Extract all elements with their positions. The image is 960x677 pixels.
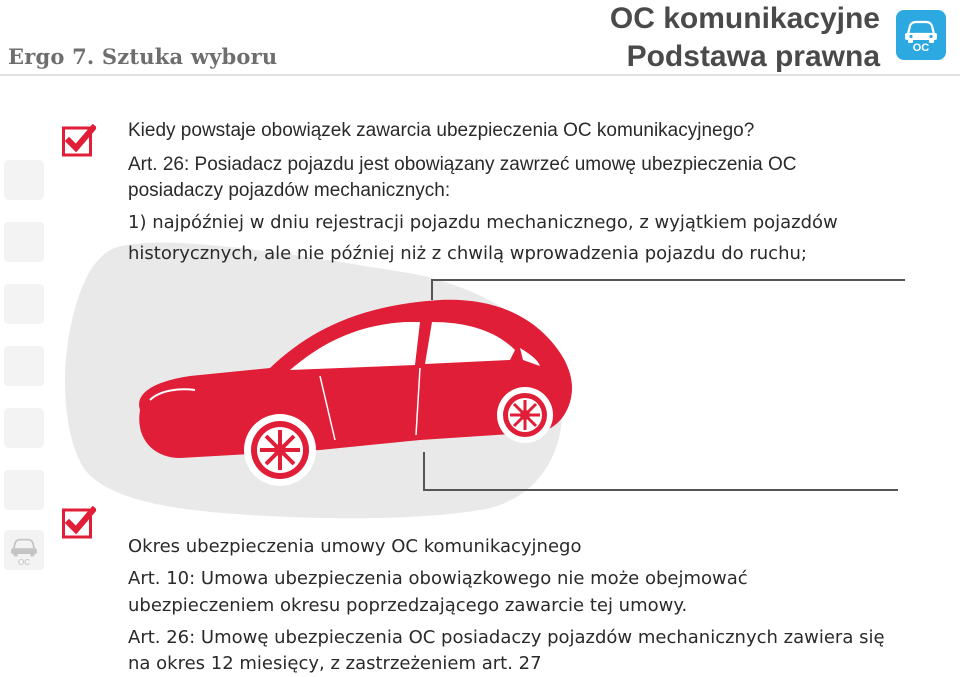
page-title-line1: OC komunikacyjne bbox=[609, 2, 880, 35]
sidebar-oc-label: OC bbox=[18, 558, 30, 567]
oc-badge-label: OC bbox=[912, 42, 930, 54]
section2-line: ubezpieczeniem okresu poprzedzającego zawarcie tej umowy. bbox=[128, 595, 688, 616]
section1-line: Art. 26: Posiadacz pojazdu jest obowiązany zawrzeć umowę ubezpieczenia OC bbox=[128, 154, 797, 175]
section2-line: Art. 26: Umowę ubezpieczenia OC posiadaczy pojazdów mechanicznych zawiera się bbox=[128, 627, 885, 648]
section1-line: posiadaczy pojazdów mechanicznych: bbox=[128, 180, 451, 201]
red-car-icon bbox=[120, 290, 590, 490]
checkbox-checked-icon bbox=[62, 506, 96, 540]
section1-line: 1) najpóźniej w dniu rejestracji pojazdu mechanicznego, z wyjątkiem pojazdów bbox=[128, 212, 838, 233]
section1-question: Kiedy powstaje obowiązek zawarcia ubezpieczenia OC komunikacyjnego? bbox=[128, 120, 755, 141]
brand-title: Ergo 7. Sztuka wyboru bbox=[8, 44, 278, 69]
section2-line: na okres 12 miesięcy, z zastrzeżeniem art. 27 bbox=[128, 653, 542, 674]
section1-line: historycznych, ale nie później niż z chwilą wprowadzenia pojazdu do ruchu; bbox=[128, 243, 807, 264]
page-title-line2: Podstawa prawna bbox=[626, 40, 880, 73]
section2-line: Art. 10: Umowa ubezpieczenia obowiązkowego nie może obejmować bbox=[128, 568, 748, 589]
section2-heading: Okres ubezpieczenia umowy OC komunikacyjnego bbox=[128, 536, 582, 557]
